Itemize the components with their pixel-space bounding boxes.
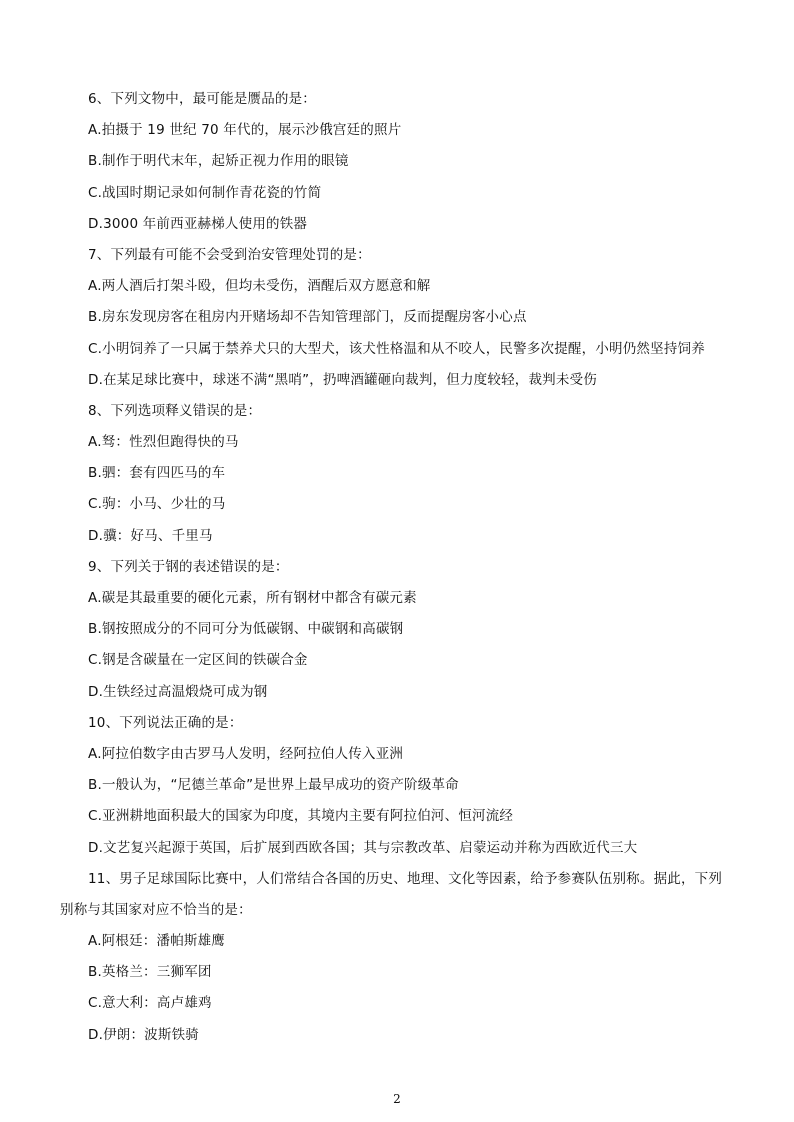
question-10-option-c: C.亚洲耕地面积最大的国家为印度，其境内主要有阿拉伯河、恒河流经 <box>88 808 514 825</box>
question-11-option-c: C.意大利：高卢雄鸡 <box>88 995 212 1012</box>
question-11-title-line-2: 别称与其国家对应不恰当的是： <box>60 901 252 918</box>
question-10-option-a: A.阿拉伯数字由古罗马人发明，经阿拉伯人传入亚洲 <box>88 745 404 762</box>
question-7-option-a: A.两人酒后打架斗殴，但均未受伤，酒醒后双方愿意和解 <box>88 278 431 295</box>
question-11-option-b: B.英格兰：三狮军团 <box>88 964 212 981</box>
question-11-option-a: A.阿根廷：潘帕斯雄鹰 <box>88 933 225 950</box>
question-9-option-b: B.钢按照成分的不同可分为低碳钢、中碳钢和高碳钢 <box>88 621 404 638</box>
question-11-title-line-1: 11、男子足球国际比赛中，人们常结合各国的历史、地理、文化等因素，给予参赛队伍别称。据此，下列 <box>88 870 723 887</box>
question-list <box>60 84 736 1051</box>
question-6-option-c: C.战国时期记录如何制作青花瓷的竹简 <box>88 184 322 201</box>
question-7-title: 7、下列最有可能不会受到治安管理处罚的是： <box>88 246 371 263</box>
question-7-option-c: C.小明饲养了一只属于禁养犬只的大型犬，该犬性格温和从不咬人，民警多次提醒，小明仍然坚持饲养 <box>88 340 705 357</box>
page-number: 2 <box>393 1092 401 1106</box>
question-6-title: 6、下列文物中，最可能是赝品的是： <box>88 91 316 107</box>
question-6-option-a: A.拍摄于 19 世纪 70 年代的，展示沙俄宫廷的照片 <box>88 122 402 139</box>
question-7-option-b: B.房东发现房客在租房内开赌场却不告知管理部门，反而提醒房客小心点 <box>88 309 527 326</box>
question-8-option-c: C.驹：小马、少壮的马 <box>88 496 226 513</box>
question-9-option-d: D.生铁经过高温煅烧可成为钢 <box>88 683 268 700</box>
question-8-option-b: B.驷：套有四匹马的车 <box>88 465 226 482</box>
question-9-option-a: A.碳是其最重要的硬化元素，所有钢材中都含有碳元素 <box>88 590 417 606</box>
question-8-option-a: A.驽：性烈但跑得快的马 <box>88 434 239 451</box>
question-10-option-b: B.一般认为，“尼德兰革命”是世界上最早成功的资产阶级革命 <box>88 777 459 794</box>
question-11-option-d: D.伊朗：波斯铁骑 <box>88 1026 199 1043</box>
question-9-title: 9、下列关于钢的表述错误的是： <box>88 558 289 575</box>
question-6-option-b: B.制作于明代末年，起矫正视力作用的眼镜 <box>88 153 349 170</box>
question-9-option-c: C.钢是含碳量在一定区间的铁碳合金 <box>88 652 308 669</box>
question-8-title: 8、下列选项释义错误的是： <box>88 402 262 419</box>
question-7-option-d: D.在某足球比赛中，球迷不满“黑哨”，扔啤酒罐砸向裁判，但力度较轻，裁判未受伤 <box>88 371 597 388</box>
question-6-option-d: D.3000 年前西亚赫梯人使用的铁器 <box>88 215 308 232</box>
question-8-option-d: D.骥：好马、千里马 <box>88 527 213 544</box>
question-10-title: 10、下列说法正确的是： <box>88 714 243 731</box>
question-10-option-d: D.文艺复兴起源于英国，后扩展到西欧各国；其与宗教改革、启蒙运动并称为西欧近代三大 <box>88 839 638 856</box>
